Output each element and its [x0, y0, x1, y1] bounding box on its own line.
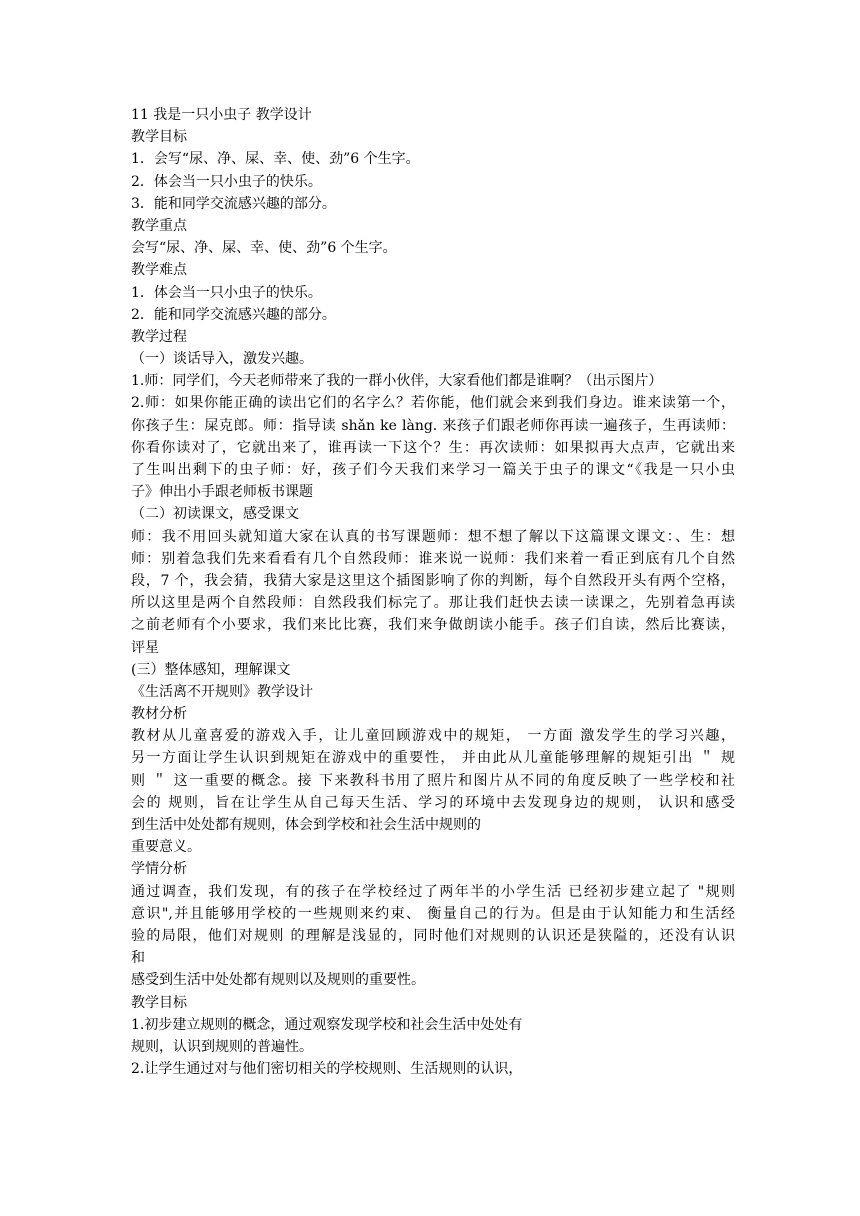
paragraph-line: 1.初步建立规则的概念，通过观察发现学校和社会生活中处处有 [131, 1016, 523, 1033]
process-step-2-heading: （二）初读课文，感受课文 [131, 506, 299, 523]
paragraph-line: 2.师：如果你能正确的读出它们的名字么？若你能，他们就会来到我们身边。谁来读第一个， [131, 395, 735, 412]
difficulty-item-1: 1．体会当一只小虫子的快乐。 [131, 284, 322, 301]
section-heading-key-points: 教学重点 [131, 217, 187, 234]
paragraph-line: 了生叫出剩下的虫子师：好，孩子们今天我们来学习一篇关于虫子的课文“《我是一只小虫 [131, 462, 735, 478]
document-title: 11 我是一只小虫子 教学设计 [131, 107, 312, 123]
paragraph-line: 师：我不用回头就知道大家在认真的书写课题师：想不想了解以下这篇课文课文：、生：想 [131, 528, 735, 545]
goal-item-3: 3．能和同学交流感兴趣的部分。 [131, 195, 336, 212]
paragraph-line: 所以这里是两个自然段师：自然段我们标完了。那让我们赶快去读一读课之，先别着急再读 [131, 595, 735, 612]
second-document-title: 《生活离不开规则》教学设计 [131, 683, 313, 700]
paragraph-line: 2.让学生通过对与他们密切相关的学校规则、生活规则的认识， [131, 1061, 523, 1078]
section-heading-material-analysis: 教材分析 [131, 706, 187, 723]
section-heading-student-analysis: 学情分析 [131, 861, 187, 878]
key-point-text: 会写“尿、净、屎、幸、使、劲”6 个生字。 [131, 240, 397, 257]
paragraph-line: 另一方面让学生认识到规矩在游戏中的重要性， 并由此从儿童能够理解的规矩引出 ＂ 规 [131, 750, 735, 767]
paragraph-line: 之前老师有个小要求，我们来比比赛，我们来争做朗读小能手。孩子们自读，然后比赛读， [131, 617, 735, 634]
paragraph-line: 评星 [131, 639, 159, 656]
paragraph-line: 意识",并且能够用学校的一些规则来约束、 衡量自己的行为。但是由于认知能力和生活经 [131, 905, 735, 922]
paragraph-line: 通过调查，我们发现，有的孩子在学校经过了两年半的小学生活 已经初步建立起了 "规则 [131, 883, 735, 900]
process-step-1-heading: （一）谈话导入，激发兴趣。 [131, 351, 313, 368]
paragraph-line: 验的局限，他们对规则 的理解是浅显的，同时他们对规则的认识还是狭隘的，还没有认识 [131, 927, 735, 944]
section-heading-teaching-goals-2: 教学目标 [131, 994, 187, 1011]
process-step-3-heading: (三）整体感知，理解课文 [131, 661, 291, 678]
paragraph-line: 1.师：同学们，今天老师带来了我的一群小伙伴，大家看他们都是谁啊？（出示图片） [131, 373, 663, 390]
paragraph-line: 重要意义。 [131, 839, 201, 856]
section-heading-process: 教学过程 [131, 328, 187, 345]
paragraph-line: 你孩子生：屎克郎。师：指导读 shǎn ke làng. 来孩子们跟老师你再读一遍孩子，生再读师： [131, 417, 735, 434]
section-heading-difficulties: 教学难点 [131, 262, 187, 279]
paragraph-line: 规则，认识到规则的普遍性。 [131, 1038, 313, 1055]
paragraph-line: 段，7 个，我会猜，我猜大家是这里这个插图影响了你的判断，每个自然段开头有两个空格， [131, 572, 735, 589]
document-page [131, 104, 735, 1080]
difficulty-item-2: 2．能和同学交流感兴趣的部分。 [131, 306, 336, 323]
paragraph-line: 则 ＂ 这一重要的概念。接 下来教科书用了照片和图片从不同的角度反映了一些学校和社 [131, 772, 735, 789]
paragraph-line: 感受到生活中处处都有规则以及规则的重要性。 [131, 972, 425, 989]
paragraph-line: 会的 规则，旨在让学生从自己每天生活、学习的环境中去发现身边的规则， 认识和感受 [131, 794, 735, 811]
paragraph-line: 师：别着急我们先来看看有几个自然段师：谁来说一说师：我们来着一看正到底有几个自然 [131, 550, 735, 567]
paragraph-line: 和 [131, 950, 145, 967]
paragraph-line: 你看你读对了，它就出来了，谁再读一下这个？生：再次读师：如果拟再大点声，它就出来 [131, 439, 735, 456]
paragraph-line: 子》伸出小手跟老师板书课题 [131, 484, 313, 501]
goal-item-1: 1．会写“尿、净、屎、幸、使、劲”6 个生字。 [131, 151, 420, 168]
paragraph-line: 到生活中处处都有规则，体会到学校和社会生活中规则的 [131, 817, 481, 833]
paragraph-line: 教材从儿童喜爱的游戏入手，让儿童回顾游戏中的规矩， 一方面 激发学生的学习兴趣， [131, 728, 735, 745]
section-heading-teaching-goals: 教学目标 [131, 129, 187, 146]
goal-item-2: 2．体会当一只小虫子的快乐。 [131, 173, 322, 190]
